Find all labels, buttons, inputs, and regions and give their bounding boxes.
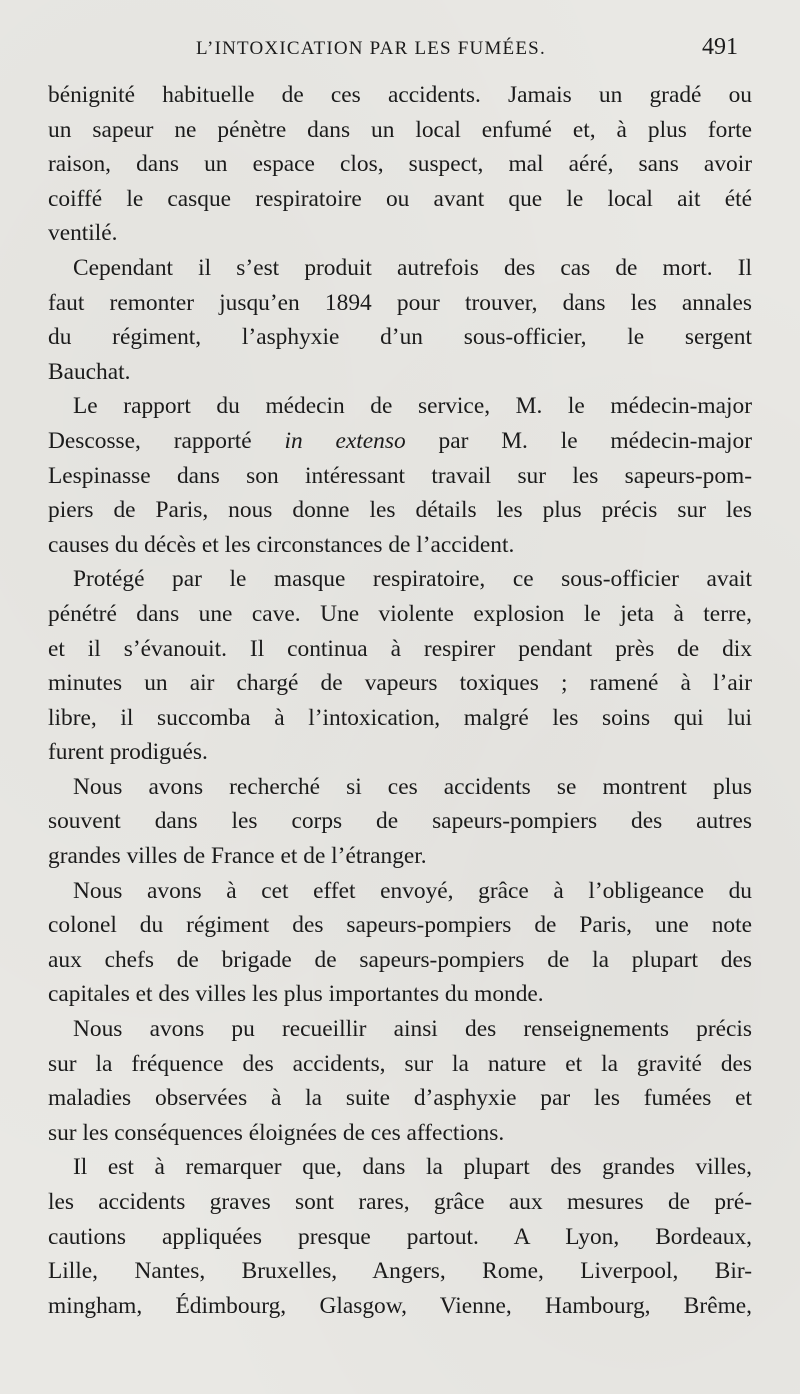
text-line: mingham, Édimbourg, Glasgow, Vienne, Hambourg, Brême, [48, 1292, 752, 1319]
text-line: Descosse, rapporté in extenso par M. le médecin-major [48, 427, 752, 454]
page-number: 491 [702, 34, 738, 60]
running-head [0, 34, 800, 68]
text-line: du régiment, l’asphyxie d’un sous-officier, le sergent [48, 324, 752, 351]
text-line: les accidents graves sont rares, grâce aux mesures de pré- [48, 1189, 752, 1215]
text-line: sur les conséquences éloignées de ces affections. [48, 1119, 505, 1146]
text-line: minutes un air chargé de vapeurs toxiques ; ramené à l’air [48, 670, 752, 697]
running-title: L’INTOXICATION PAR LES FUMÉES. [196, 38, 546, 59]
text-line: Nous avons recherché si ces accidents se montrent plus [73, 773, 752, 800]
text-line: Il est à remarquer que, dans la plupart des grandes villes, [73, 1154, 752, 1181]
text-line: coiffé le casque respiratoire ou avant que le local ait été [48, 185, 752, 212]
text-line: cautions appliquées presque partout. A Lyon, Bordeaux, [48, 1223, 752, 1250]
text-line: colonel du régiment des sapeurs-pompiers de Paris, une note [48, 912, 752, 939]
text-line: un sapeur ne pénètre dans un local enfumé et, à plus forte [48, 116, 752, 143]
text-line: piers de Paris, nous donne les détails les plus précis sur les [48, 497, 752, 524]
text-line: Protégé par le masque respiratoire, ce sous-officier avait [73, 566, 752, 593]
text-line: aux chefs de brigade de sapeurs-pompiers de la plupart des [48, 946, 752, 973]
text-line: et il s’évanouit. Il continua à respirer pendant près de dix [48, 635, 752, 662]
text-line: ventilé. [48, 220, 118, 247]
text-line: faut remonter jusqu’en 1894 pour trouver, dans les annales [48, 289, 752, 316]
text-line: causes du décès et les circonstances de l’accident. [48, 531, 515, 558]
text-line: Cependant il s’est produit autrefois des cas de mort. Il [73, 254, 752, 281]
text-line: Bauchat. [48, 358, 131, 385]
text-line: souvent dans les corps de sapeurs-pompiers des autres [48, 808, 752, 835]
body-text [48, 78, 752, 1323]
text-line: Le rapport du médecin de service, M. le médecin-major [73, 393, 752, 420]
text-line: grandes villes de France et de l’étranger. [48, 843, 427, 870]
text-line: furent prodigués. [48, 739, 208, 766]
text-line: Lille, Nantes, Bruxelles, Angers, Rome, Liverpool, Bir- [48, 1258, 752, 1285]
text-line: capitales et des villes les plus importantes du monde. [48, 981, 544, 1008]
text-line: libre, il succomba à l’intoxication, malgré les soins qui lui [48, 704, 752, 731]
text-line: sur la fréquence des accidents, sur la nature et la gravité des [48, 1050, 752, 1077]
text-line: bénignité habituelle de ces accidents. Jamais un gradé ou [48, 82, 752, 108]
text-line: Nous avons pu recueillir ainsi des renseignements précis [73, 1016, 752, 1043]
text-line: Nous avons à cet effet envoyé, grâce à l’obligeance du [73, 877, 752, 904]
text-line: raison, dans un espace clos, suspect, mal aéré, sans avoir [48, 151, 752, 178]
text-line: Lespinasse dans son intéressant travail sur les sapeurs-pom- [48, 462, 752, 489]
text-line: maladies observées à la suite d’asphyxie par les fumées et [48, 1085, 752, 1112]
text-line: pénétré dans une cave. Une violente explosion le jeta à terre, [48, 600, 752, 627]
